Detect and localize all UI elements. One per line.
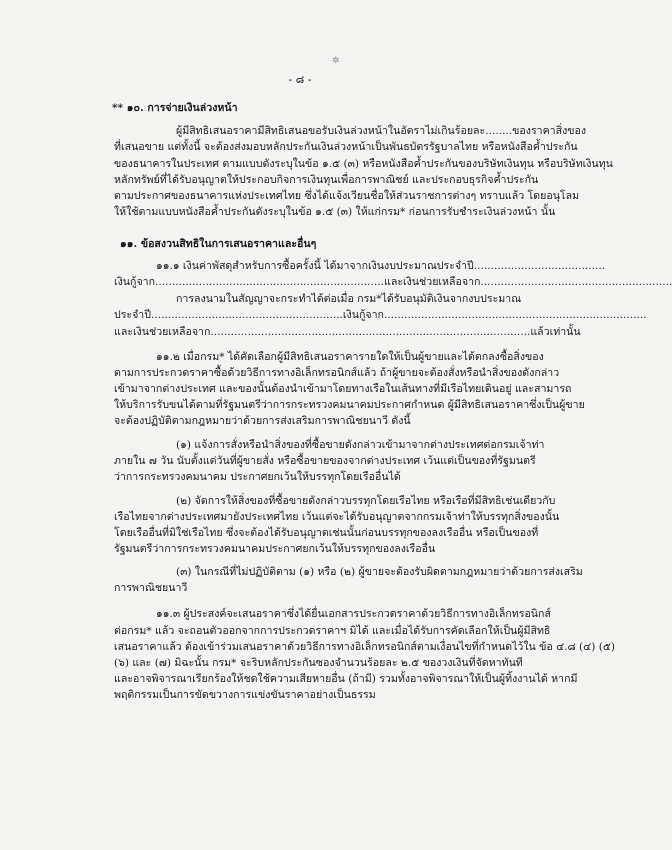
clause-11-1-line: เงินกู้จาก....................................................................และเงินช่วยเหลือจาก......................................................... — [114, 276, 672, 288]
clause-11-3-line: (๖) และ (๗) มิฉะนั้น กรม* จะริบหลักประกันซองจำนวนร้อยละ ๒.๕ ของวงเงินที่จัดหาทันที — [114, 657, 523, 669]
clause-11-3-line: พฤติกรรมเป็นการขัดขวางการแข่งขันราคาอย่างเป็นธรรม — [114, 689, 376, 701]
clause-11-3-line: เสนอราคาแล้ว ต้องเข้าร่วมเสนอราคาด้วยวิธีการทางอิเล็กทรอนิกส์ตามเงื่อนไขที่กำหนดไว้ใน ข้อ ๔.๘ (๔) (๕) — [114, 641, 615, 653]
clause-11-2-1-line: ว่าการกระทรวงคมนาคม ประกาศยกเว้นให้บรรทุกโดยเรืออื่นได้ — [114, 471, 401, 483]
section-10-line: ตามประกาศของธนาคารแห่งประเทศไทย ซึ่งได้แจ้งเวียนชื่อให้ส่วนราชการต่างๆ ทราบแล้ว โดยอนุโลม — [114, 190, 580, 202]
page-number: - ๘ - — [288, 73, 312, 86]
section-10-line: หลักทรัพย์ที่ได้รับอนุญาตให้ประกอบกิจการเงินทุนเพื่อการพาณิชย์ และประกอบธุรกิจค้ำประกัน — [114, 174, 539, 186]
clause-11-3-line: ๑๑.๓ ผู้ประสงค์จะเสนอราคาซึ่งได้ยื่นเอกสารประกวดราคาด้วยวิธีการทางอิเล็กทรอนิกส์ — [156, 608, 551, 620]
section-10-heading: ** ๑๐. การจ่ายเงินล่วงหน้า — [112, 102, 238, 114]
clause-11-1-line: ๑๑.๑ เงินค่าพัสดุสำหรับการซื้อครั้งนี้ ได้มาจากเงินงบประมาณประจำปี....................................... — [156, 260, 606, 272]
clause-11-2-line: เข้ามาจากต่างประเทศ และของนั้นต้องนำเข้ามาโดยทางเรือในเส้นทางที่มีเรือไทยเดินอยู่ และสามารถ — [114, 383, 572, 395]
clause-11-2-2-line: เรือไทยจากต่างประเทศมายังประเทศไทย เว้นแต่จะได้รับอนุญาตจากกรมเจ้าท่าให้บรรทุกสิ่งของนั้น — [114, 511, 560, 523]
section-10-line: ผู้มีสิทธิเสนอราคามีสิทธิเสนอขอรับเงินล่วงหน้าในอัตราไม่เกินร้อยละ........ของราคาสิ่งของ — [176, 125, 587, 137]
clause-11-2-3-line: (๓) ในกรณีที่ไม่ปฏิบัติตาม (๑) หรือ (๒) ผู้ขายจะต้องรับผิดตามกฎหมายว่าด้วยการส่งเสริม — [176, 566, 583, 578]
clause-11-2-2-line: โดยเรืออื่นที่มิใช่เรือไทย ซึ่งจะต้องได้รับอนุญาตเช่นนั้นก่อนบรรทุกของลงเรืออื่น หรือเป็นของที่ — [114, 527, 539, 539]
section-10-line: ของธนาคารในประเทศ ตามแบบดังระบุในข้อ ๑.๕ (๓) หรือหนังสือค้ำประกันของบริษัทเงินทุน หรือบริษัทเงินทุน — [114, 158, 613, 170]
clause-11-3-line: ต่อกรม* แล้ว จะถอนตัวออกจากการประกวดราคาฯ มิได้ และเมื่อได้รับการคัดเลือกให้เป็นผู้มีสิทธิ — [114, 625, 551, 637]
clause-11-2-line: ตามการประกวดราคาซื้อด้วยวิธีการทางอิเล็กทรอนิกส์แล้ว ถ้าผู้ขายจะต้องสั่งหรือนำสิ่งของดังกล่าว — [114, 367, 560, 379]
clause-11-2-3-line: การพาณิชยนาวี — [114, 582, 188, 594]
clause-11-2-2-line: (๒) จัดการให้สิ่งของที่ซื้อขายดังกล่าวบรรทุกโดยเรือไทย หรือเรือที่มีสิทธิเช่นเดียวกับ — [176, 495, 556, 507]
clause-11-1-line: และเงินช่วยเหลือจาก...............................................................................................แล้วเท่านั้น — [114, 326, 581, 338]
section-11-heading: ๑๑. ข้อสงวนสิทธิในการเสนอราคาและอื่นๆ — [120, 238, 317, 250]
clause-11-2-line: ให้บริการรับขนได้ตามที่รัฐมนตรีว่าการกระทรวงคมนาคมประกาศกำหนด ผู้มีสิทธิเสนอราคาซึ่งเป็นผู้ขาย — [114, 399, 585, 411]
clause-11-2-2-line: รัฐมนตรีว่าการกระทรวงคมนาคมประกาศยกเว้นให้บรรทุกของลงเรืออื่น — [114, 543, 436, 555]
scan-mark-icon: ✲ — [332, 56, 340, 66]
section-10-line: ที่เสนอขาย แต่ทั้งนี้ จะต้องส่งมอบหลักประกันเงินล่วงหน้าเป็นพันธบัตรรัฐบาลไทย หรือหนังสือค้ำประกัน — [114, 141, 578, 153]
clause-11-2-1-line: ภายใน ๗ วัน นับตั้งแต่วันที่ผู้ขายสั่ง หรือซื้อขายของจากต่างประเทศ เว้นแต่เป็นของที่รัฐมนตรี — [114, 455, 536, 467]
clause-11-1-line: ประจำปี.........................................................เงินกู้จาก.............................................................................. — [114, 309, 647, 321]
clause-11-3-line: และอาจพิจารณาเรียกร้องให้ชดใช้ความเสียหายอื่น (ถ้ามี) รวมทั้งอาจพิจารณาให้เป็นผู้ทิ้งงานได้ หากมี — [114, 673, 578, 685]
clause-11-2-1-line: (๑) แจ้งการสั่งหรือนำสิ่งของที่ซื้อขายดังกล่าวเข้ามาจากต่างประเทศต่อกรมเจ้าท่า — [176, 439, 545, 451]
section-10-line: ให้ใช้ตามแบบหนังสือค้ำประกันดังระบุในข้อ ๑.๕ (๓) ให้แก่กรม* ก่อนการรับชำระเงินล่วงหน้า นั้น — [114, 206, 556, 218]
clause-11-1-line: การลงนามในสัญญาจะกระทำได้ต่อเมื่อ กรม*ได้รับอนุมัติเงินจากงบประมาณ — [176, 293, 522, 305]
clause-11-2-line: จะต้องปฏิบัติตามกฎหมายว่าด้วยการส่งเสริมการพาณิชยนาวี ดังนี้ — [114, 415, 411, 427]
clause-11-2-line: ๑๑.๒ เมื่อกรม* ได้คัดเลือกผู้มีสิทธิเสนอราคารายใดให้เป็นผู้ขายและได้ตกลงซื้อสิ่งของ — [156, 351, 544, 363]
